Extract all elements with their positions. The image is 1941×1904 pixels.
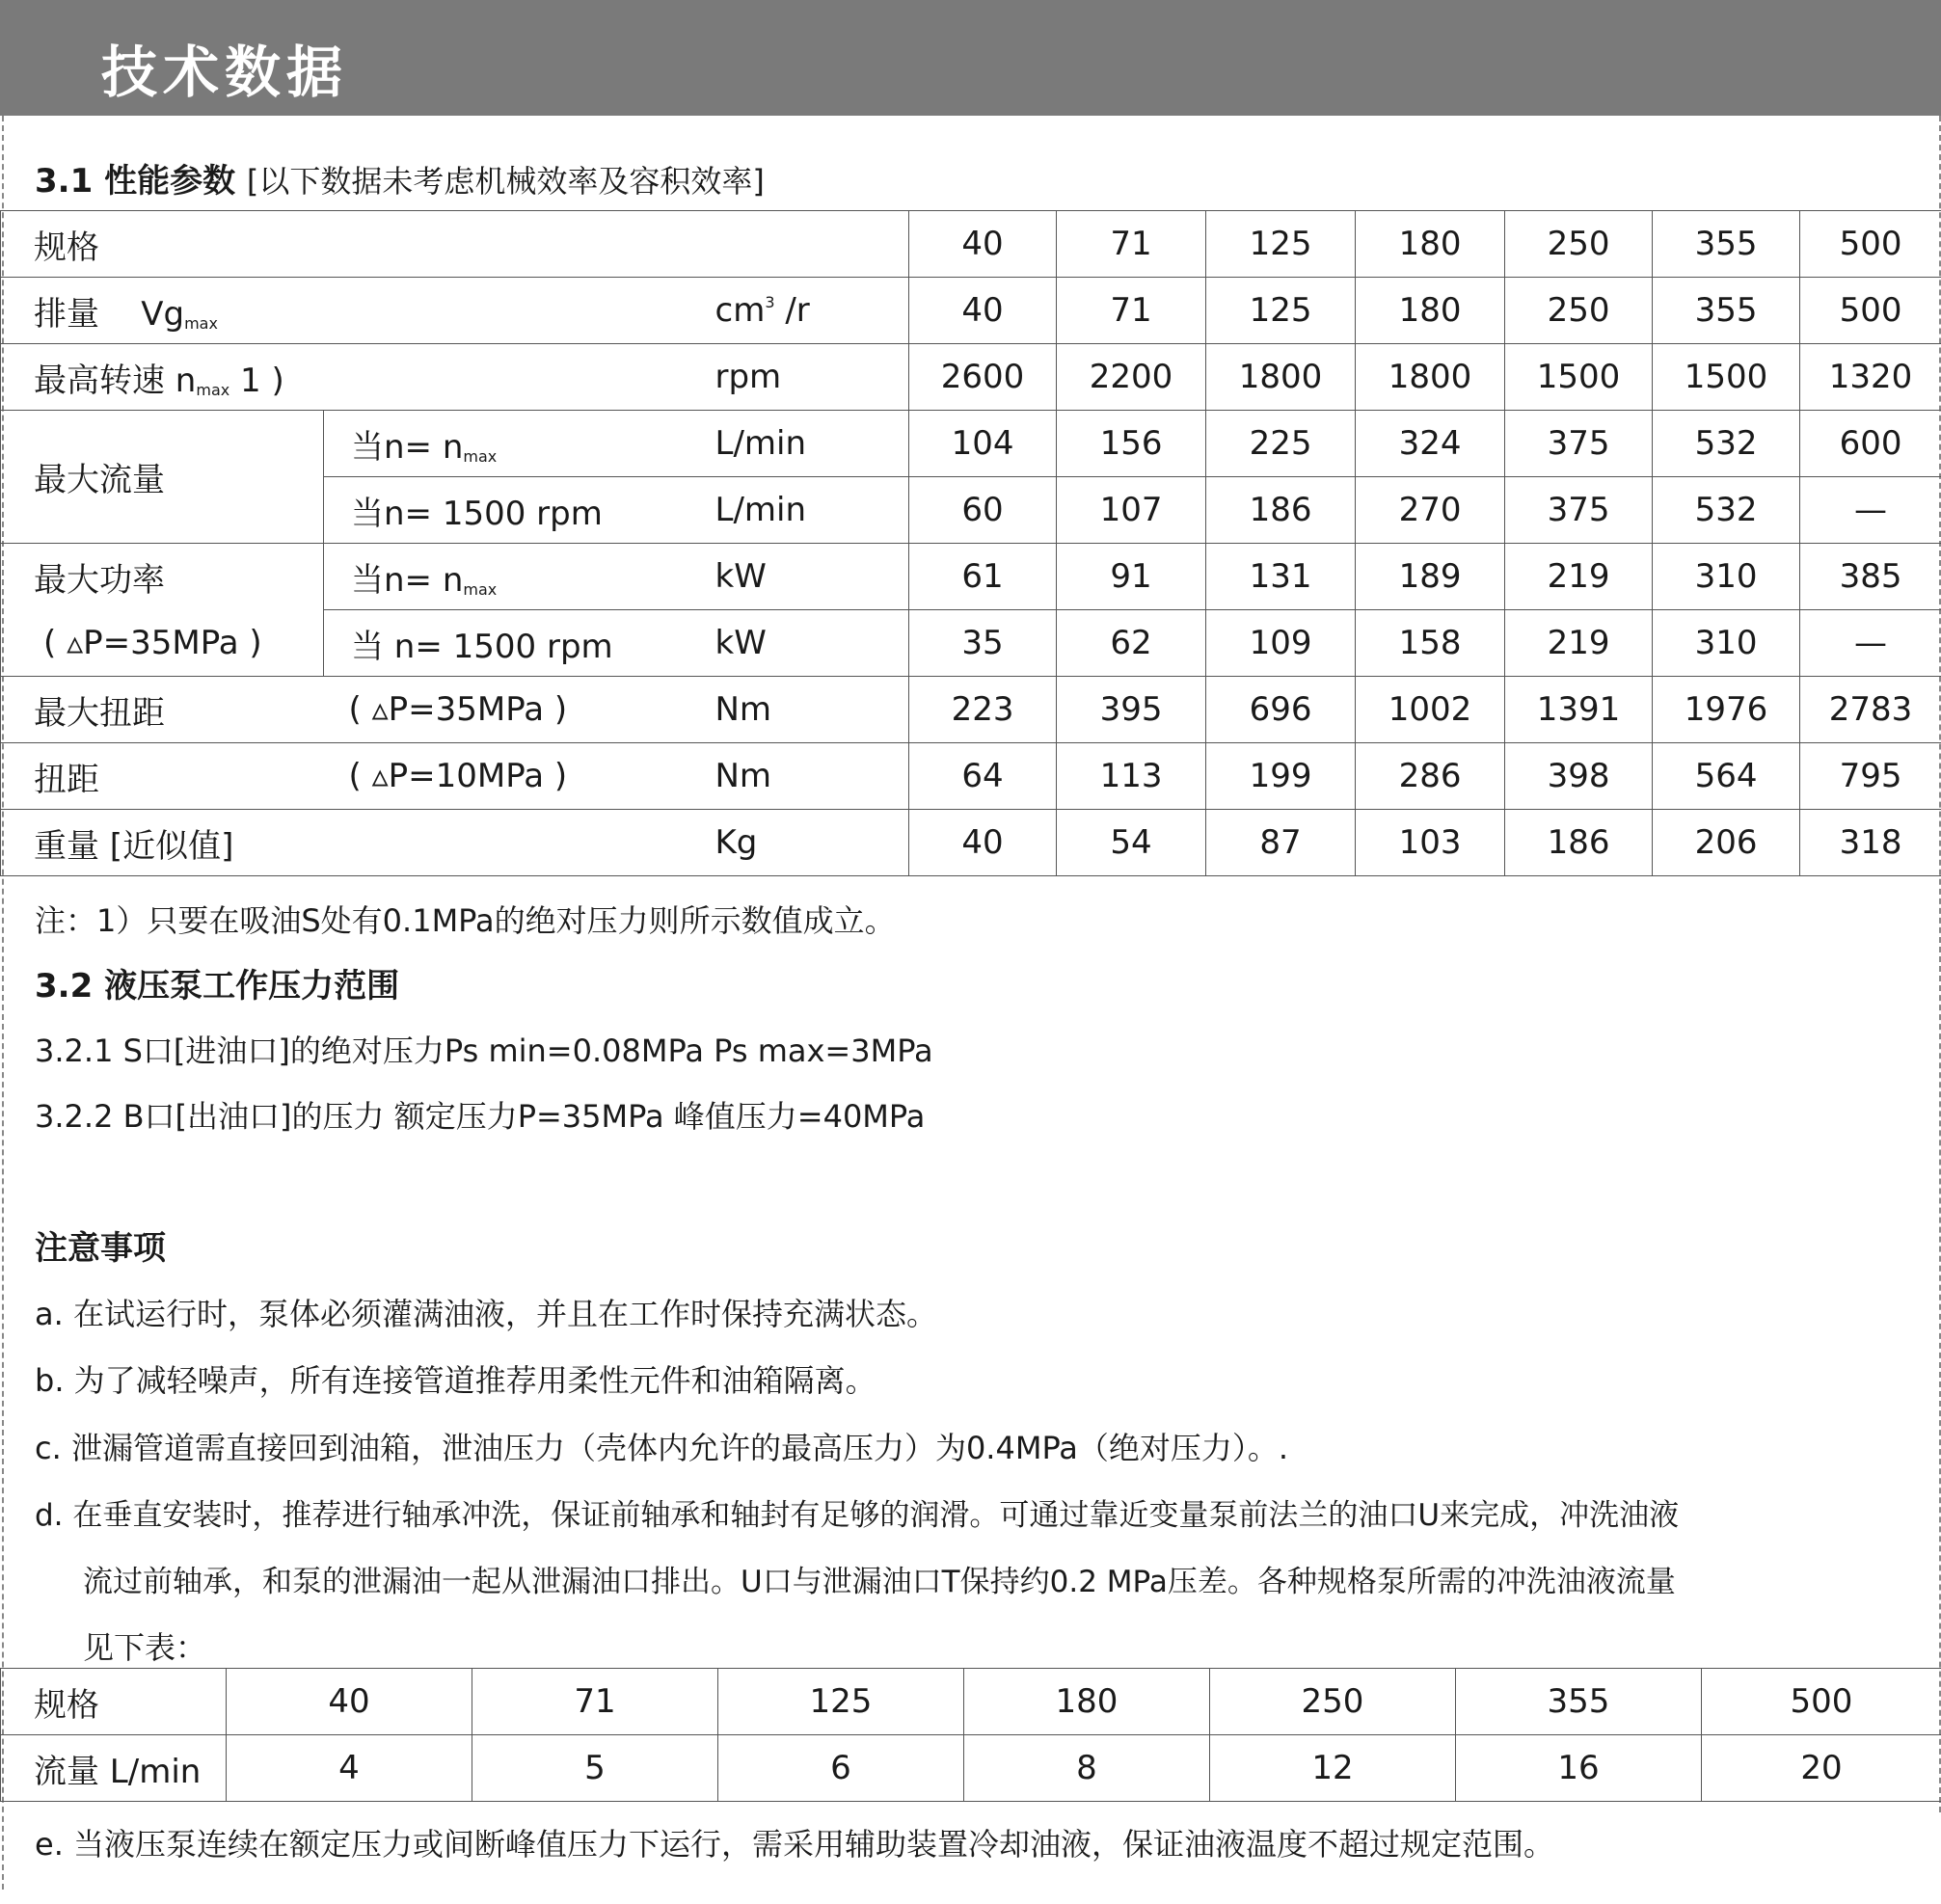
max-speed-sub: max (196, 380, 230, 399)
max-power-label: 最大功率 (1, 544, 324, 610)
value-cell: 109 (1206, 610, 1356, 677)
pressure-line-1: 3.2.1 S口[进油口]的绝对压力Ps min=0.08MPa Ps max=3MPa (35, 1032, 933, 1069)
table-row (1, 544, 1941, 610)
value-cell: 54 (1057, 810, 1206, 876)
displacement-unit (710, 278, 909, 344)
value-cell: 2200 (1057, 344, 1206, 411)
value-cell: 223 (909, 677, 1057, 743)
notes-title: 注意事项 (35, 1229, 166, 1268)
value-cell: 1320 (1800, 344, 1941, 411)
value-cell: 64 (909, 743, 1057, 810)
spec-cell: 250 (1210, 1669, 1456, 1735)
value-cell: 310 (1653, 544, 1800, 610)
value-cell: 532 (1653, 477, 1800, 544)
value-cell: 286 (1356, 743, 1505, 810)
page-title: 技术数据 (101, 40, 349, 105)
pressure-line-2: 3.2.2 B口[出油口]的压力 额定压力P=35MPa 峰值压力=40MPa (35, 1098, 926, 1135)
value-cell: 87 (1206, 810, 1356, 876)
value-cell: 189 (1356, 544, 1505, 610)
section-1-note: [以下数据未考虑机械效率及容积效率] (246, 163, 765, 200)
section-2-title: 3.2 液压泵工作压力范围 (35, 967, 400, 1006)
table-row (1, 411, 1941, 477)
value-cell: 219 (1505, 544, 1653, 610)
note-b: b. 为了减轻噪声，所有连接管道推荐用柔性元件和油箱隔离。 (35, 1362, 876, 1399)
value-cell: 385 (1800, 544, 1941, 610)
value-cell: 1002 (1356, 677, 1505, 743)
max-torque-cond: ( ▵P=35MPa ) (324, 677, 710, 743)
flow-rate-label: 流量 L/min (1, 1735, 227, 1802)
cond-text: 当n= n (351, 427, 464, 467)
value-cell: 199 (1206, 743, 1356, 810)
value-cell: 5 (472, 1735, 718, 1802)
max-flow-cond1 (324, 411, 710, 477)
table-row (1, 211, 1941, 278)
note-e: e. 当液压泵连续在额定压力或间断峰值压力下运行，需采用辅助装置冷却油液，保证油液温度不超过规定范围。 (35, 1826, 1555, 1863)
spec-cell: 500 (1800, 211, 1941, 278)
table-row (1, 677, 1941, 743)
value-cell: 186 (1206, 477, 1356, 544)
max-torque-unit: Nm (710, 677, 909, 743)
value-cell: 355 (1653, 278, 1800, 344)
spec-cell: 71 (1057, 211, 1206, 278)
value-cell: 324 (1356, 411, 1505, 477)
torque-unit: Nm (710, 743, 909, 810)
value-cell: 2600 (909, 344, 1057, 411)
header-band (0, 0, 1941, 116)
value-cell: — (1800, 477, 1941, 544)
flow-spec-label: 规格 (1, 1669, 227, 1735)
value-cell: 71 (1057, 278, 1206, 344)
cond-text: 当n= n (351, 560, 464, 600)
unit-text: cm (714, 291, 766, 330)
value-cell: 16 (1456, 1735, 1702, 1802)
value-cell: 1800 (1356, 344, 1505, 411)
value-cell: — (1800, 610, 1941, 677)
torque-cond: ( ▵P=10MPa ) (324, 743, 710, 810)
value-cell: 91 (1057, 544, 1206, 610)
max-speed-label (1, 344, 710, 411)
unit-tail: /r (785, 291, 810, 330)
value-cell: 156 (1057, 411, 1206, 477)
max-torque-label: 最大扭距 (1, 677, 324, 743)
max-power-unit1: kW (710, 544, 909, 610)
note-c: c. 泄漏管道需直接回到油箱，泄油压力（壳体内允许的最高压力）为0.4MPa（绝对压力）。. (35, 1430, 1289, 1466)
value-cell: 532 (1653, 411, 1800, 477)
spec-cell: 250 (1505, 211, 1653, 278)
flush-flow-table (0, 1668, 1941, 1802)
value-cell: 35 (909, 610, 1057, 677)
spec-cell: 355 (1456, 1669, 1702, 1735)
spec-label: 规格 (1, 211, 909, 278)
value-cell: 795 (1800, 743, 1941, 810)
max-flow-cond2: 当n= 1500 rpm (324, 477, 710, 544)
value-cell: 113 (1057, 743, 1206, 810)
max-power-unit2: kW (710, 610, 909, 677)
max-speed-tail: 1 ) (240, 361, 284, 400)
max-power-pressure: ( ▵P=35MPa ) (1, 610, 324, 677)
table-row (1, 344, 1941, 411)
value-cell: 1976 (1653, 677, 1800, 743)
value-cell: 125 (1206, 278, 1356, 344)
value-cell: 318 (1800, 810, 1941, 876)
torque-label: 扭距 (1, 743, 324, 810)
value-cell: 62 (1057, 610, 1206, 677)
value-cell: 250 (1505, 278, 1653, 344)
value-cell: 103 (1356, 810, 1505, 876)
value-cell: 131 (1206, 544, 1356, 610)
value-cell: 310 (1653, 610, 1800, 677)
value-cell: 8 (964, 1735, 1210, 1802)
value-cell: 40 (909, 278, 1057, 344)
value-cell: 40 (909, 810, 1057, 876)
max-speed-unit: rpm (710, 344, 909, 411)
spec-cell: 125 (1206, 211, 1356, 278)
value-cell: 600 (1800, 411, 1941, 477)
value-cell: 186 (1505, 810, 1653, 876)
value-cell: 564 (1653, 743, 1800, 810)
max-power-cond2: 当 n= 1500 rpm (324, 610, 710, 677)
weight-label: 重量 [近似值] (1, 810, 710, 876)
value-cell: 20 (1702, 1735, 1941, 1802)
displacement-symbol: Vg (141, 294, 185, 334)
displacement-symbol-sub: max (184, 313, 218, 333)
value-cell: 61 (909, 544, 1057, 610)
performance-table (0, 210, 1941, 876)
unit-sup: 3 (765, 293, 775, 311)
max-flow-label: 最大流量 (1, 411, 324, 544)
displacement-text: 排量 (34, 294, 99, 334)
max-speed-text: 最高转速 n (34, 361, 197, 400)
value-cell: 1500 (1653, 344, 1800, 411)
cond-sub: max (463, 446, 498, 466)
footnote: 注：1）只要在吸油S处有0.1MPa的绝对压力则所示数值成立。 (35, 902, 896, 939)
value-cell: 104 (909, 411, 1057, 477)
spec-cell: 180 (1356, 211, 1505, 278)
value-cell: 225 (1206, 411, 1356, 477)
weight-unit: Kg (710, 810, 909, 876)
table-row (1, 278, 1941, 344)
value-cell: 270 (1356, 477, 1505, 544)
value-cell: 500 (1800, 278, 1941, 344)
value-cell: 60 (909, 477, 1057, 544)
spec-cell: 500 (1702, 1669, 1941, 1735)
table-row (1, 810, 1941, 876)
value-cell: 398 (1505, 743, 1653, 810)
table-row (1, 610, 1941, 677)
spec-cell: 40 (909, 211, 1057, 278)
displacement-label (1, 278, 710, 344)
value-cell: 395 (1057, 677, 1206, 743)
max-power-cond1 (324, 544, 710, 610)
section-1-heading: 3.1 性能参数 (35, 162, 236, 201)
value-cell: 696 (1206, 677, 1356, 743)
value-cell: 1391 (1505, 677, 1653, 743)
spec-cell: 71 (472, 1669, 718, 1735)
value-cell: 12 (1210, 1735, 1456, 1802)
spec-cell: 355 (1653, 211, 1800, 278)
table-row (1, 1669, 1941, 1735)
table-row (1, 1735, 1941, 1802)
value-cell: 219 (1505, 610, 1653, 677)
value-cell: 1500 (1505, 344, 1653, 411)
value-cell: 180 (1356, 278, 1505, 344)
value-cell: 1800 (1206, 344, 1356, 411)
note-a: a. 在试运行时，泵体必须灌满油液，并且在工作时保持充满状态。 (35, 1296, 937, 1332)
note-d-line-2: 流过前轴承，和泵的泄漏油一起从泄漏油口排出。U口与泄漏油口T保持约0.2 MPa压差。各种规格泵所需的冲洗油液流量 (83, 1565, 1676, 1599)
note-d-line-1: d. 在垂直安装时，推荐进行轴承冲洗，保证前轴承和轴封有足够的润滑。可通过靠近变量泵前法兰的油口U来完成，冲洗油液 (35, 1498, 1680, 1533)
value-cell: 4 (227, 1735, 472, 1802)
value-cell: 107 (1057, 477, 1206, 544)
value-cell: 2783 (1800, 677, 1941, 743)
value-cell: 6 (718, 1735, 964, 1802)
value-cell: 206 (1653, 810, 1800, 876)
spec-cell: 125 (718, 1669, 964, 1735)
value-cell: 375 (1505, 477, 1653, 544)
max-flow-unit1: L/min (710, 411, 909, 477)
value-cell: 158 (1356, 610, 1505, 677)
value-cell: 375 (1505, 411, 1653, 477)
max-flow-unit2: L/min (710, 477, 909, 544)
spec-cell: 180 (964, 1669, 1210, 1735)
note-d-line-3: 见下表： (83, 1629, 207, 1666)
section-1-title (35, 154, 765, 201)
cond-sub: max (463, 579, 498, 599)
table-row (1, 743, 1941, 810)
spec-cell: 40 (227, 1669, 472, 1735)
